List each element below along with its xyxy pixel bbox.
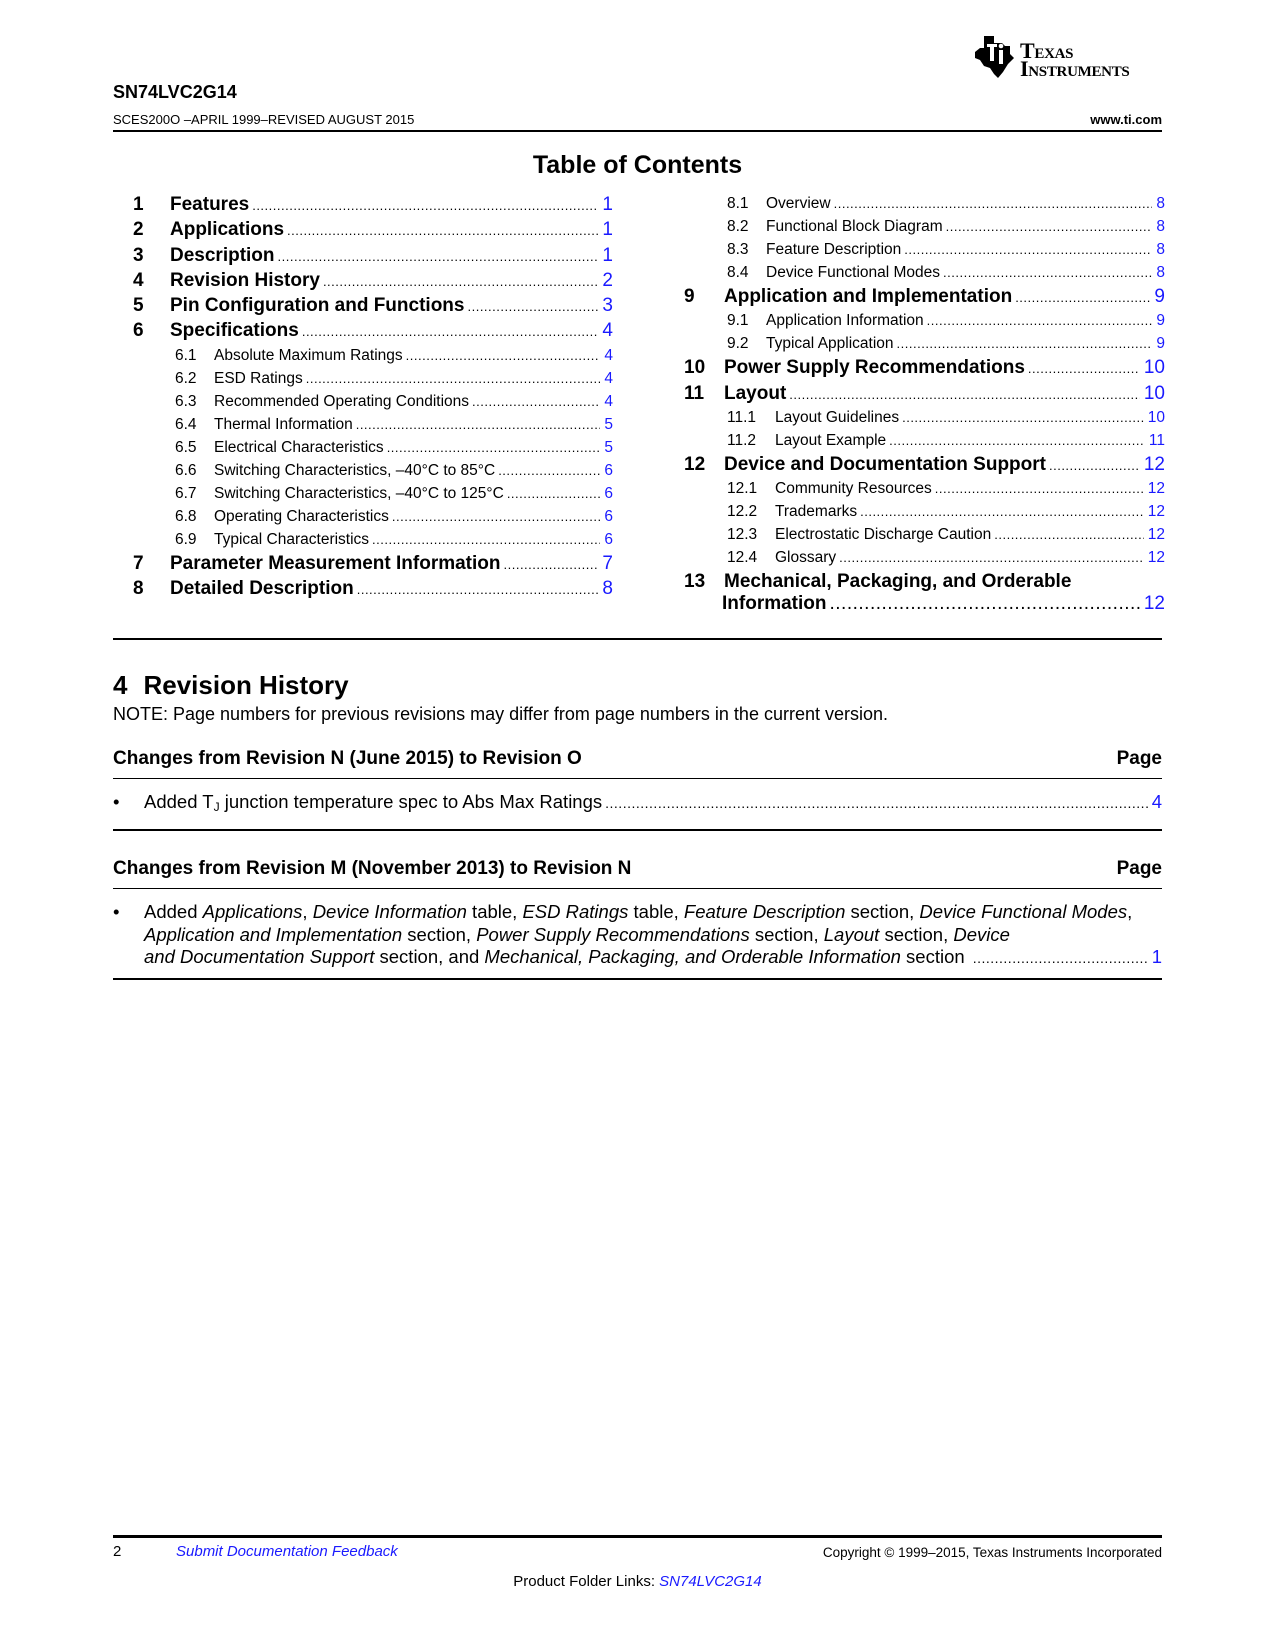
toc-item-number: 12	[684, 453, 706, 475]
toc-item-number: 6.4	[175, 415, 197, 433]
leader-dots	[498, 459, 600, 482]
leader-dots	[392, 505, 601, 528]
toc-item[interactable]	[133, 576, 613, 601]
leader-dots	[860, 500, 1144, 523]
toc-item-number: 6	[133, 320, 144, 342]
website-link[interactable]: www.ti.com	[1090, 112, 1162, 127]
toc-item-number: 8.4	[727, 264, 749, 281]
leader-dots	[323, 268, 598, 294]
page-column-label: Page	[1116, 748, 1162, 769]
toc-item-number: 6.7	[175, 484, 197, 502]
toc-item-number: 12.4	[727, 549, 758, 567]
leader-dots	[973, 946, 1148, 970]
toc-page-link[interactable]: 12	[1143, 593, 1165, 615]
toc-item-title: Community Resources	[775, 480, 932, 498]
toc-item-number: 3	[133, 244, 144, 266]
leader-dots	[897, 332, 1153, 355]
toc-page-link[interactable]: 10	[1143, 357, 1165, 379]
toc-item-number: 6.1	[175, 346, 197, 364]
leader-dots	[904, 238, 1152, 261]
toc-right-column	[684, 192, 1165, 615]
changes-header-divider	[113, 888, 1162, 889]
changes-title: Changes from Revision M (November 2013) to Revision N	[113, 858, 632, 879]
toc-item-title: Specifications	[170, 320, 299, 342]
leader-dots	[605, 791, 1148, 815]
toc-item-title: Device Functional Modes	[766, 264, 941, 281]
leader-dots	[946, 215, 1153, 238]
section-number: 4	[113, 670, 128, 700]
toc-item-number: 12.2	[727, 503, 758, 521]
toc-item[interactable]	[133, 551, 613, 576]
toc-item-title: Application Information	[766, 312, 924, 330]
leader-dots	[789, 381, 1140, 407]
leader-dots	[504, 551, 599, 577]
bullet: •	[113, 901, 120, 922]
leader-dots	[902, 406, 1144, 429]
toc-page-link[interactable]: 10	[1147, 408, 1165, 426]
bullet: •	[113, 791, 120, 812]
toc-page-link[interactable]: 11	[1148, 431, 1165, 449]
changes-bottom-divider	[113, 978, 1162, 980]
toc-item[interactable]	[684, 452, 1165, 477]
toc-page-link[interactable]: 9	[1154, 286, 1165, 307]
toc-item-title: Detailed Description	[170, 578, 354, 600]
footer-divider	[113, 1535, 1162, 1538]
toc-item-title: Feature Description	[766, 241, 902, 258]
toc-page-link[interactable]: 4	[602, 320, 613, 342]
toc-item-title: Switching Characteristics, –40°C to 85°C	[214, 461, 496, 479]
toc-item-number: 4	[133, 269, 144, 291]
toc-page-link[interactable]: 4	[604, 392, 613, 410]
part-number-title: SN74LVC2G14	[113, 82, 237, 102]
change-item	[113, 791, 1162, 819]
toc-page-link[interactable]: 12	[1143, 453, 1165, 475]
toc-item-title: Functional Block Diagram	[766, 218, 943, 235]
toc-item[interactable]	[133, 243, 613, 268]
toc-page-link[interactable]: 1	[602, 244, 613, 266]
toc-item[interactable]	[684, 477, 1165, 500]
toc-item[interactable]	[133, 482, 613, 505]
toc-item-title: Absolute Maximum Ratings	[214, 346, 403, 364]
toc-heading: Table of Contents	[532, 151, 743, 179]
toc-item-number: 2	[133, 219, 144, 241]
toc-item-title: Electrostatic Discharge Caution	[775, 526, 992, 544]
toc-item-number: 11.2	[727, 431, 757, 449]
toc-item-title: Revision History	[170, 269, 320, 291]
leader-dots	[889, 429, 1145, 452]
toc-page-link[interactable]: 8	[1156, 264, 1165, 281]
toc-item-title: ESD Ratings	[214, 369, 303, 387]
changes-bottom-divider	[113, 829, 1162, 831]
change-page-link[interactable]: 1	[1151, 946, 1162, 967]
leader-dots	[943, 261, 1152, 284]
leader-dots	[507, 482, 601, 505]
toc-item-number: 1	[133, 194, 144, 215]
revision-history-heading	[113, 670, 349, 701]
leader-dots	[356, 413, 601, 436]
toc-page-link[interactable]: 4	[604, 369, 613, 387]
toc-page-link[interactable]: 12	[1147, 480, 1165, 498]
toc-item-number: 9.1	[727, 312, 749, 330]
leader-dots	[372, 528, 600, 551]
toc-item[interactable]	[684, 238, 1165, 261]
toc-item-title: Operating Characteristics	[214, 507, 389, 525]
toc-item-number: 6.8	[175, 507, 197, 525]
toc-page-link[interactable]: 6	[604, 507, 613, 525]
toc-item-number: 8.2	[727, 218, 749, 235]
toc-item[interactable]	[133, 318, 613, 343]
toc-item-number: 12.3	[727, 526, 758, 544]
ti-map-icon	[972, 34, 1018, 80]
changes-title: Changes from Revision N (June 2015) to Revision O	[113, 748, 582, 769]
toc-page-link[interactable]: 4	[604, 346, 613, 364]
product-links-label: Product Folder Links:	[513, 1573, 660, 1590]
toc-page-link[interactable]: 7	[602, 552, 613, 574]
toc-item-title: Recommended Operating Conditions	[214, 392, 470, 410]
toc-item[interactable]	[684, 381, 1165, 406]
toc-page-link[interactable]: 8	[1156, 241, 1165, 258]
product-link[interactable]: SN74LVC2G14	[659, 1573, 762, 1590]
toc-page-link[interactable]: 9	[1156, 335, 1165, 353]
change-page-link[interactable]: 4	[1151, 791, 1162, 812]
leader-dots	[302, 318, 599, 344]
leader-dots	[406, 344, 601, 367]
page-column-label: Page	[1116, 858, 1162, 879]
toc-item[interactable]	[684, 429, 1165, 452]
toc-item[interactable]	[133, 459, 613, 482]
toc-page-link[interactable]: 6	[604, 530, 613, 548]
toc-item-number: 7	[133, 552, 144, 574]
toc-page-link[interactable]: 5	[604, 415, 613, 433]
toc-item-number: 6.9	[175, 530, 197, 548]
toc-item-number: 6.3	[175, 392, 197, 410]
toc-page-link[interactable]: 8	[1156, 218, 1165, 235]
toc-item[interactable]	[684, 261, 1165, 284]
toc-page-link[interactable]: 6	[604, 484, 613, 502]
toc-item[interactable]	[684, 309, 1165, 332]
toc-item[interactable]	[684, 546, 1165, 569]
change-text: Added $T_J$ junction temperature spec to Abs Max Ratings	[144, 791, 603, 814]
toc-item[interactable]	[133, 268, 613, 293]
header-divider	[113, 130, 1162, 132]
leader-dots	[1028, 355, 1140, 381]
toc-item[interactable]	[684, 355, 1165, 380]
toc-item-title: Typical Characteristics	[214, 530, 370, 548]
toc-item[interactable]	[684, 192, 1165, 215]
toc-item[interactable]	[684, 571, 1165, 615]
leader-dots	[278, 243, 599, 269]
submit-feedback-link[interactable]: Submit Documentation Feedback	[176, 1543, 398, 1560]
toc-item-number: 9	[684, 286, 695, 307]
leader-dots	[1049, 452, 1140, 478]
toc-page-link[interactable]: 2	[602, 269, 613, 291]
toc-item[interactable]	[133, 390, 613, 413]
leader-dots	[387, 436, 601, 459]
leader-dots	[472, 390, 600, 413]
toc-page-link[interactable]: 9	[1156, 312, 1165, 330]
toc-item-title: Switching Characteristics, –40°C to 125°C	[214, 484, 504, 502]
toc-page-link[interactable]: 12	[1147, 503, 1165, 521]
toc-item-number: 6.5	[175, 438, 197, 456]
leader-dots	[306, 367, 601, 390]
toc-page-link[interactable]: 6	[604, 461, 613, 479]
toc-item[interactable]	[133, 367, 613, 390]
toc-item-title: Applications	[170, 219, 285, 241]
toc-item-title: Parameter Measurement Information	[170, 552, 501, 574]
revision-line: SCES200O –APRIL 1999–REVISED AUGUST 2015	[113, 112, 415, 127]
toc-item[interactable]	[684, 500, 1165, 523]
changes-rev-n	[113, 855, 1162, 980]
toc-page-link[interactable]: 10	[1143, 382, 1165, 404]
toc-item[interactable]	[133, 293, 613, 318]
toc-page-link[interactable]: 1	[602, 219, 613, 241]
leader-dots	[927, 309, 1153, 332]
toc-item-title: Features	[170, 194, 250, 215]
toc-divider	[113, 638, 1162, 640]
toc-page-link[interactable]: 12	[1147, 526, 1165, 544]
toc-item-number: 11	[684, 382, 705, 404]
toc-item-number: 5	[133, 295, 144, 317]
changes-header-divider	[113, 778, 1162, 779]
toc-page-link[interactable]: 1	[602, 194, 613, 215]
toc-page-link[interactable]: 3	[602, 295, 613, 317]
copyright: Copyright © 1999–2015, Texas Instruments Incorporated	[822, 1545, 1162, 1560]
toc-item-title: Electrical Characteristics	[214, 438, 384, 456]
toc-item[interactable]	[684, 406, 1165, 429]
toc-item-title: Trademarks	[775, 503, 858, 521]
toc-item-title: Device and Documentation Support	[724, 453, 1046, 475]
toc-item-number: 11.1	[727, 408, 757, 426]
toc-item-number: 8.1	[727, 195, 749, 212]
toc-item[interactable]	[684, 284, 1165, 309]
toc-item[interactable]	[133, 413, 613, 436]
toc-item-title-cont: Information	[722, 593, 827, 615]
leader-dots	[830, 593, 1140, 615]
leader-dots	[287, 217, 598, 243]
leader-dots	[252, 192, 598, 218]
leader-dots	[834, 192, 1153, 215]
leader-dots	[1015, 284, 1150, 310]
leader-dots	[839, 546, 1144, 569]
toc-item-title: Glossary	[775, 549, 837, 567]
toc-left-column	[133, 192, 613, 601]
toc-item-title: Layout Example	[775, 431, 887, 449]
change-item: • Added Applications, Device Information table, ESD Ratings table, Feature Description section, Device Functional Modes, Application and Implementation section, Power Supply Recommendations section, Layout section, Device and Documentation Support section, and Mechanical, Packaging, and Orderable Information section ..... 1	[113, 901, 1162, 970]
toc-item[interactable]	[133, 528, 613, 551]
toc-item-number: 8.3	[727, 241, 749, 258]
page-number: 2	[113, 1543, 122, 1560]
toc-page-link[interactable]: 8	[602, 578, 613, 600]
toc-item[interactable]	[133, 505, 613, 528]
ti-logo	[972, 34, 1165, 84]
toc-item-number: 13	[684, 571, 706, 593]
toc-item-title: Pin Configuration and Functions	[170, 295, 465, 317]
toc-item[interactable]	[133, 192, 613, 217]
changes-rev-o	[113, 745, 1162, 831]
toc-item[interactable]	[684, 332, 1165, 355]
toc-item-number: 10	[684, 357, 706, 379]
change-text: Added Applications, Device Information table, ESD Ratings table, Feature Description section, Device Functional Modes, Application and Implementation section, Power Supply Recommendations section, Layout section, Device	[144, 901, 1133, 945]
toc-item-number: 6.2	[175, 369, 197, 387]
toc-item-title: Thermal Information	[214, 415, 353, 433]
toc-item-title: Mechanical, Packaging, and Orderable	[724, 571, 1072, 593]
toc-item-title: Overview	[766, 195, 831, 212]
logo-line1: Texas	[1020, 38, 1074, 63]
toc-item[interactable]	[133, 436, 613, 459]
toc-page-link[interactable]: 12	[1147, 549, 1165, 567]
toc-item-title: Layout	[724, 382, 787, 404]
toc-item-number: 6.6	[175, 461, 197, 479]
toc-item-title: Layout Guidelines	[775, 408, 900, 426]
logo-line2: Instruments	[1020, 56, 1130, 81]
toc-item[interactable]	[133, 217, 613, 242]
toc-page-link[interactable]: 5	[604, 438, 613, 456]
leader-dots	[935, 477, 1144, 500]
revision-note: NOTE: Page numbers for previous revisions may differ from page numbers in the current version.	[113, 704, 889, 724]
toc-item-number: 9.2	[727, 335, 749, 353]
leader-dots	[357, 576, 599, 602]
toc-item-title: Application and Implementation	[724, 286, 1013, 307]
toc-item-number: 8	[133, 578, 144, 600]
toc-item-title: Description	[170, 244, 275, 266]
toc-page-link[interactable]: 8	[1156, 195, 1165, 212]
section-title: Revision History	[143, 670, 349, 700]
toc-item-title: Typical Application	[766, 335, 894, 353]
toc-item[interactable]	[133, 344, 613, 367]
toc-item[interactable]	[684, 215, 1165, 238]
leader-dots	[467, 293, 598, 319]
toc-item[interactable]	[684, 523, 1165, 546]
toc-item-title: Power Supply Recommendations	[724, 357, 1025, 379]
toc-item-number: 12.1	[727, 480, 758, 498]
leader-dots	[994, 523, 1144, 546]
product-folder-links	[0, 1573, 1275, 1590]
